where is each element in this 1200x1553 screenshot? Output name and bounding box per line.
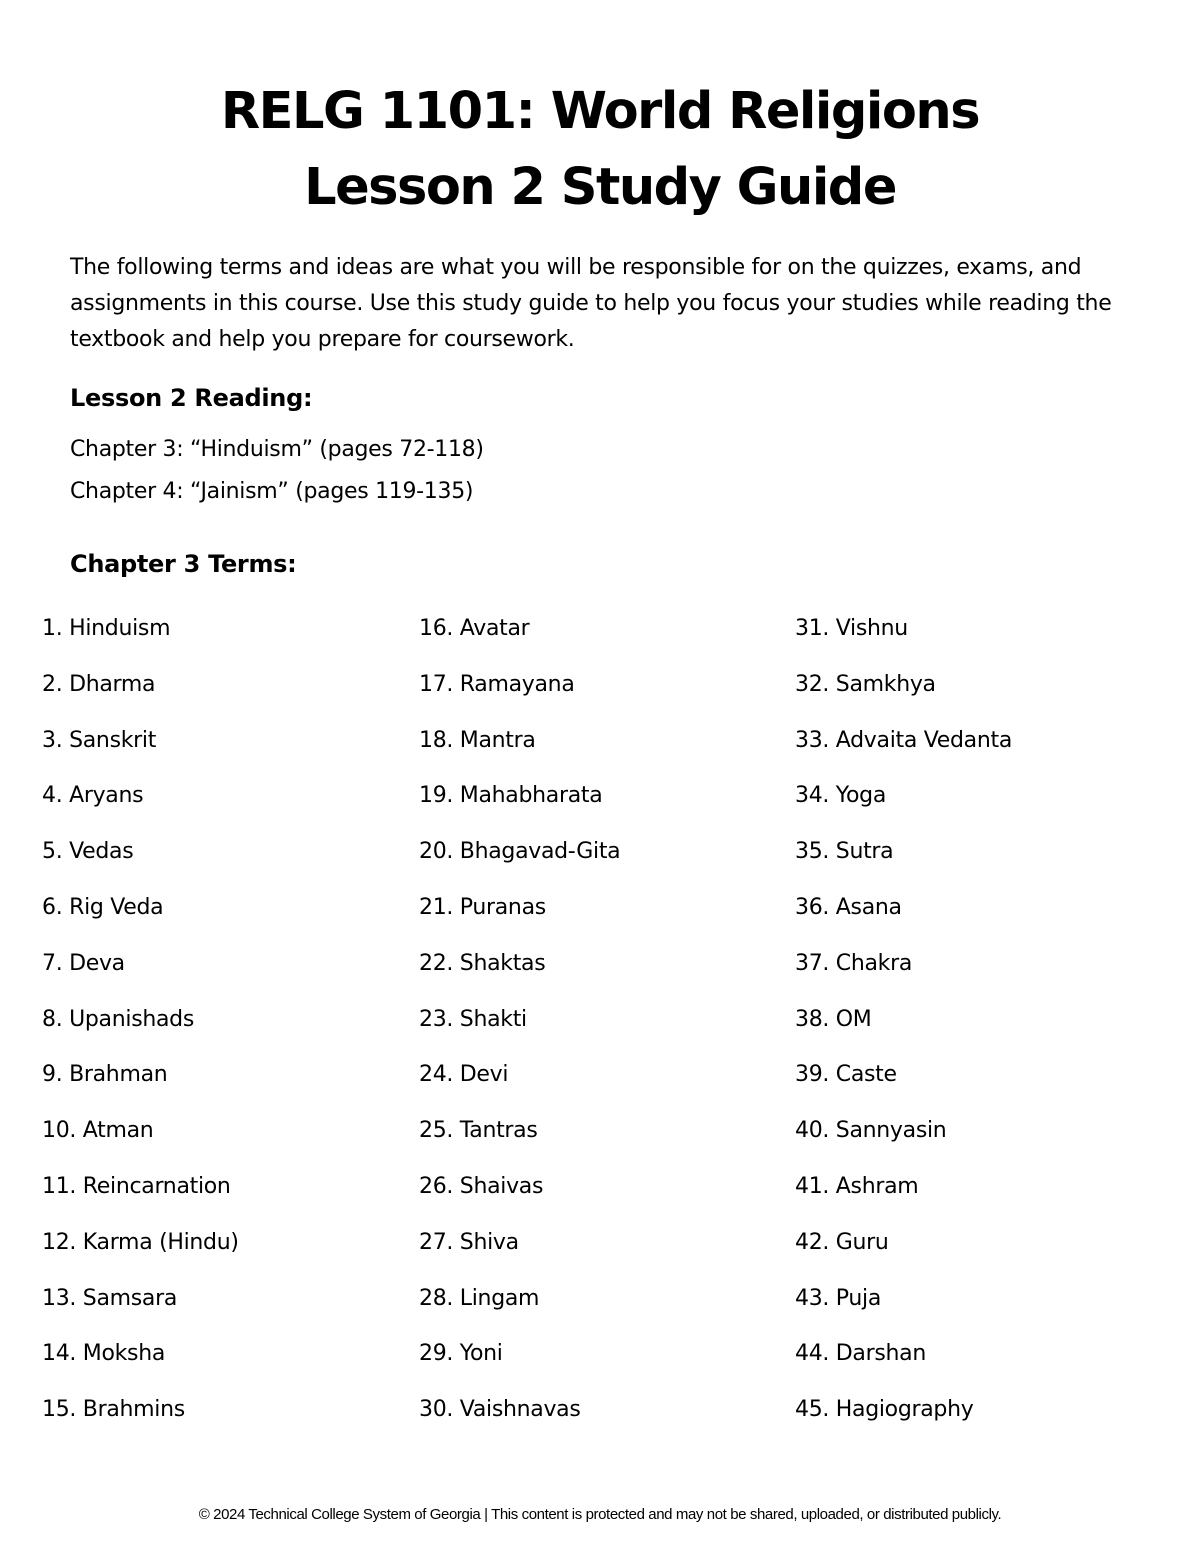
- reading-chapter-4: Chapter 4: “Jainism” (pages 119-135): [70, 479, 474, 504]
- term-item: 6. Rig Veda: [42, 894, 164, 920]
- term-item: 1. Hinduism: [42, 616, 171, 641]
- terms-column-3: [795, 614, 1012, 1451]
- term-item: 45. Hagiography: [795, 1397, 974, 1423]
- term-item: 10. Atman: [42, 1118, 154, 1144]
- term-item: 31. Vishnu: [795, 616, 908, 641]
- copyright-footer: © 2024 Technical College System of Georgia | This content is protected and may not be shared, uploaded, or distributed publicly.: [198, 1506, 1002, 1523]
- term-item: 7. Deva: [42, 950, 125, 976]
- terms-column-1: [42, 614, 239, 1451]
- term-item: 37. Chakra: [795, 950, 913, 976]
- term-item: 29. Yoni: [419, 1341, 503, 1367]
- term-item: 16. Avatar: [419, 616, 530, 641]
- term-item: 35. Sutra: [795, 839, 894, 865]
- term-item: 15. Brahmins: [42, 1397, 185, 1423]
- term-item: 21. Puranas: [419, 894, 546, 920]
- page-title: RELG 1101: World Religions: [220, 82, 980, 141]
- term-item: 17. Ramayana: [419, 671, 575, 697]
- term-item: 2. Dharma: [42, 671, 156, 697]
- term-item: 39. Caste: [795, 1062, 897, 1088]
- term-item: 32. Samkhya: [795, 671, 936, 697]
- term-item: 23. Shakti: [419, 1006, 527, 1032]
- reading-chapter-3: Chapter 3: “Hinduism” (pages 72-118): [70, 437, 484, 462]
- term-item: 44. Darshan: [795, 1341, 926, 1367]
- term-item: 13. Samsara: [42, 1285, 178, 1311]
- term-item: 12. Karma (Hindu): [42, 1229, 239, 1255]
- term-item: 30. Vaishnavas: [419, 1397, 581, 1423]
- term-item: 5. Vedas: [42, 839, 134, 865]
- term-item: 28. Lingam: [419, 1285, 540, 1311]
- term-item: 38. OM: [795, 1006, 872, 1032]
- terms-column-2: [419, 614, 620, 1451]
- term-item: 8. Upanishads: [42, 1006, 195, 1032]
- term-item: 14. Moksha: [42, 1341, 166, 1367]
- term-item: 40. Sannyasin: [795, 1118, 947, 1144]
- term-item: 25. Tantras: [419, 1118, 538, 1144]
- term-item: 22. Shaktas: [419, 950, 546, 976]
- term-item: 19. Mahabharata: [419, 783, 603, 809]
- term-item: 20. Bhagavad-Gita: [419, 839, 621, 865]
- intro-paragraph: The following terms and ideas are what you will be responsible for on the quizzes, exams, and assignments in this course. Use this study guide to help you focus your studies while reading the textbook and help you prepare for coursework.: [70, 255, 1112, 352]
- term-item: 36. Asana: [795, 894, 902, 920]
- reading-heading: Lesson 2 Reading:: [70, 384, 313, 412]
- term-item: 26. Shaivas: [419, 1173, 544, 1199]
- term-item: 43. Puja: [795, 1285, 881, 1311]
- term-item: 9. Brahman: [42, 1062, 168, 1088]
- term-item: 42. Guru: [795, 1229, 889, 1255]
- page-subtitle: Lesson 2 Study Guide: [304, 158, 896, 217]
- term-item: 34. Yoga: [795, 783, 887, 809]
- term-item: 41. Ashram: [795, 1173, 919, 1199]
- term-item: 24. Devi: [419, 1062, 509, 1088]
- term-item: 33. Advaita Vedanta: [795, 727, 1012, 753]
- term-item: 27. Shiva: [419, 1229, 519, 1255]
- term-item: 18. Mantra: [419, 727, 536, 753]
- term-item: 4. Aryans: [42, 783, 144, 809]
- term-item: 3. Sanskrit: [42, 727, 157, 753]
- terms-heading: Chapter 3 Terms:: [70, 550, 297, 578]
- term-item: 11. Reincarnation: [42, 1173, 231, 1199]
